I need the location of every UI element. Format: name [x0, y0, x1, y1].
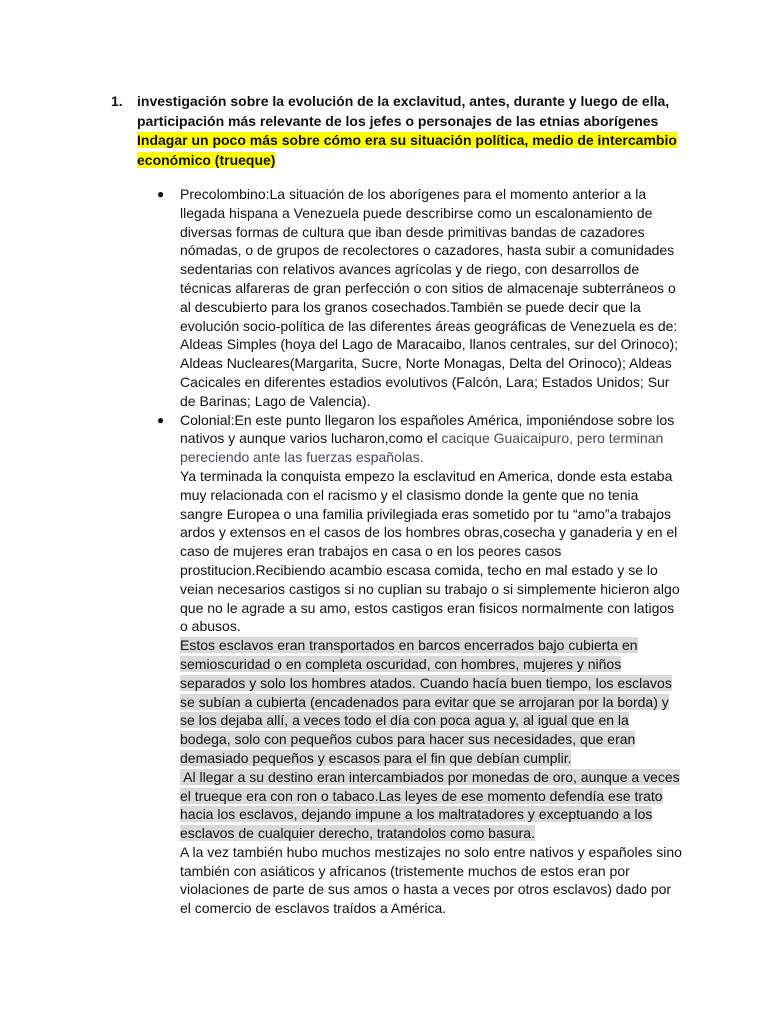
paragraph-line: Cacicales en diferentes estadios evolutivos (Falcón, Lara; Estados Unidos; Sur: [180, 373, 670, 390]
paragraph-line: ardos y extensos en el casos de los hombres obras,cosecha y ganaderia y en el: [180, 524, 678, 541]
heading-line: investigación sobre la evolución de la exclavitud, antes, durante y luego de ella,: [137, 93, 670, 109]
paragraph-line: diversas formas de cultura que iban desde primitivas bandas de cazadores: [180, 223, 645, 240]
highlighted-line: esclavos de cualquier derecho, tratandolos como basura.: [180, 825, 535, 842]
paragraph-line: Precolombino:La situación de los aborígenes para el momento anterior a la: [180, 186, 647, 202]
bullet-precolombino: [157, 185, 717, 411]
paragraph-line: que no le agrade a su amo, estos castigos eran fisicos normalmente con latigos: [180, 599, 675, 616]
paragraph-line: [180, 429, 717, 448]
numbered-heading: [111, 92, 681, 170]
list-number: 1.: [111, 93, 123, 109]
paragraph-line: veian necesarios castigos si no cuplian su trabajo o si simplemente hicieron algo: [180, 580, 680, 597]
paragraph-line: o abusos.: [180, 618, 241, 635]
paragraph-line: al descubierto para los granos cosechados.También se puede decir que la: [180, 298, 641, 315]
bullet-list: [157, 185, 717, 918]
highlighted-line: se los dejaba allí, a veces todo el día con poca agua y, al igual que en la: [180, 712, 629, 729]
highlighted-line: hacia los esclavos, dejando impune a los maltratadores y exceptuando a los: [180, 806, 653, 823]
paragraph-line: Ya terminada la conquista empezo la esclavitud en America, donde esta estaba: [180, 467, 673, 484]
paragraph-line: técnicas alfareras de gran perfección o con sitios de almacenaje subterráneos o: [180, 279, 676, 296]
paragraph-line: prostitucion.Recibiendo acambio escasa comida, techo en mal estado y se lo: [180, 561, 658, 578]
highlighted-line: bodega, solo con pequeños cubos para hacer sus necesidades, que eran: [180, 731, 636, 748]
paragraph-line: muy relacionada con el racismo y el clasismo donde la gente que no tenia: [180, 486, 639, 503]
paragraph-line: violaciones de parte de sus amos o hasta a veces por otros esclavos) dado por: [180, 881, 672, 898]
paragraph-line: pereciendo ante las fuerzas españolas.: [180, 449, 424, 466]
highlighted-heading-line: Indagar un poco más sobre cómo era su situación política, medio de intercambio: [137, 132, 677, 148]
highlighted-line: demasiado pequeños y escasos para el fin que debían cumplir.: [180, 749, 572, 766]
paragraph-line: sangre Europea o una familia privilegiada eras sometido por tu “amo”a trabajos: [180, 505, 672, 522]
text-run: nativos y aunque varios lucharon,como el: [180, 430, 442, 447]
paragraph-line: Aldeas Nucleares(Margarita, Sucre, Norte Monagas, Delta del Orinoco); Aldeas: [180, 355, 672, 372]
paragraph-line: Colonial:En este punto llegaron los españoles América, imponiéndose sobre los: [180, 411, 675, 428]
bullet-colonial: [157, 411, 717, 919]
highlighted-line: se subían a cubierta (encadenados para evitar que se arrojaran por la borda) y: [180, 693, 669, 710]
paragraph-line: también con asiáticos y africanos (tristemente muchos de estos eran por: [180, 862, 630, 879]
paragraph-line: sedentarias con relativos avances agrícolas y de riego, con desarrollos de: [180, 261, 640, 278]
bullet-dot-icon: ●: [157, 187, 165, 201]
paragraph-line: evolución socio-política de las diferentes áreas geográficas de Venezuela es de:: [180, 317, 678, 334]
bullet-dot-icon: ●: [157, 412, 165, 427]
paragraph-line: de Barinas; Lago de Valencia).: [180, 392, 371, 409]
paragraph-line: caso de mujeres eran trabajos en casa o en los peores casos: [180, 543, 562, 560]
paragraph-line: el comercio de esclavos traídos a América.: [180, 900, 447, 917]
paragraph-line: A la vez también hubo muchos mestizajes no solo entre nativos y españoles sino: [180, 843, 682, 860]
highlighted-line: Al llegar a su destino eran intercambiados por monedas de oro, aunque a veces: [180, 768, 680, 785]
heading-line: participación más relevante de los jefes o personajes de las etnias aborígenes: [137, 112, 659, 129]
grey-text-run: cacique Guaicaipuro, pero terminan: [441, 430, 664, 447]
paragraph-line: Aldeas Simples (hoya del Lago de Maracaibo, llanos centrales, sur del Orinoco);: [180, 336, 679, 353]
highlighted-line: separados y solo los hombres atados. Cuando hacía buen tiempo, los esclavos: [180, 674, 672, 691]
highlighted-line: Estos esclavos eran transportados en barcos encerrados bajo cubierta en: [180, 637, 638, 654]
highlighted-line: semioscuridad o en completa oscuridad, con hombres, mujeres y niños: [180, 655, 622, 672]
paragraph-line: nómadas, o de grupos de recolectores o cazadores, hasta subir a comunidades: [180, 242, 675, 259]
highlighted-line: el trueque era con ron o tabaco.Las leyes de ese momento defendía ese trato: [180, 787, 663, 804]
highlighted-heading-line: económico (trueque): [137, 151, 276, 168]
paragraph-line: llegada hispana a Venezuela puede describirse como un escalonamiento de: [180, 204, 653, 221]
